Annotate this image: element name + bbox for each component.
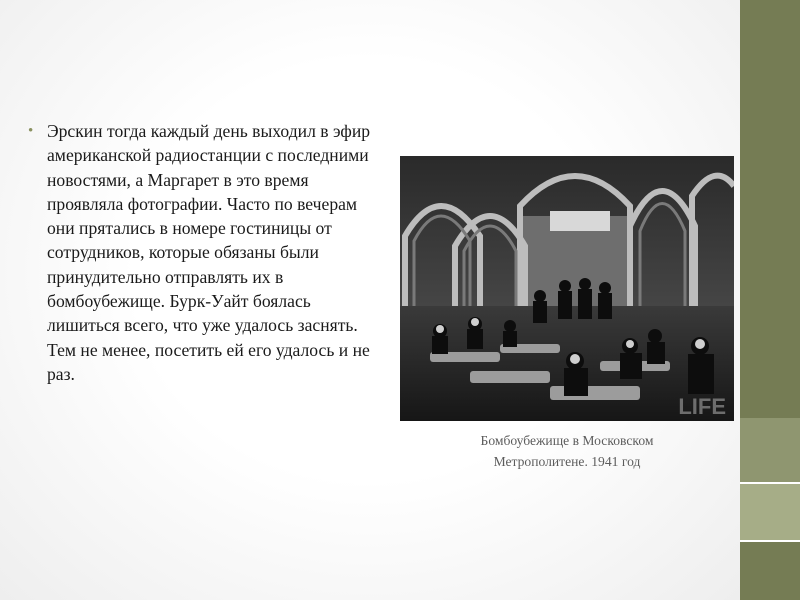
caption-line-2: Метрополитене. 1941 год — [493, 454, 641, 469]
sidebar-block-bottom — [740, 542, 800, 600]
sidebar-block-middle — [740, 418, 800, 482]
sidebar-block-lower — [740, 484, 800, 540]
photo-caption — [400, 430, 734, 472]
decorative-sidebar — [740, 0, 800, 600]
body-paragraph: Эрскин тогда каждый день выходил в эфир американской радиостанции с последними новостями, а Маргарет в это время проявляла фотографии. Часто по вечерам они прятались в номере гостиницы от сотрудников, которые обязаны были принудительно отправлять их в бомбоубежище. Бурк-Уайт боялась лишиться всего, что уже удалось заснять. Тем не менее, посетить ей его удалось и не раз. — [47, 121, 371, 384]
body-text-list — [28, 119, 373, 386]
caption-line-1: Бомбоубежище в Московском — [480, 433, 654, 448]
body-text-item — [28, 119, 373, 386]
metro-shelter-photo — [400, 156, 734, 421]
sidebar-block-top — [740, 0, 800, 418]
bullet-dot-icon: • — [28, 123, 34, 139]
life-watermark: LIFE — [678, 394, 726, 419]
